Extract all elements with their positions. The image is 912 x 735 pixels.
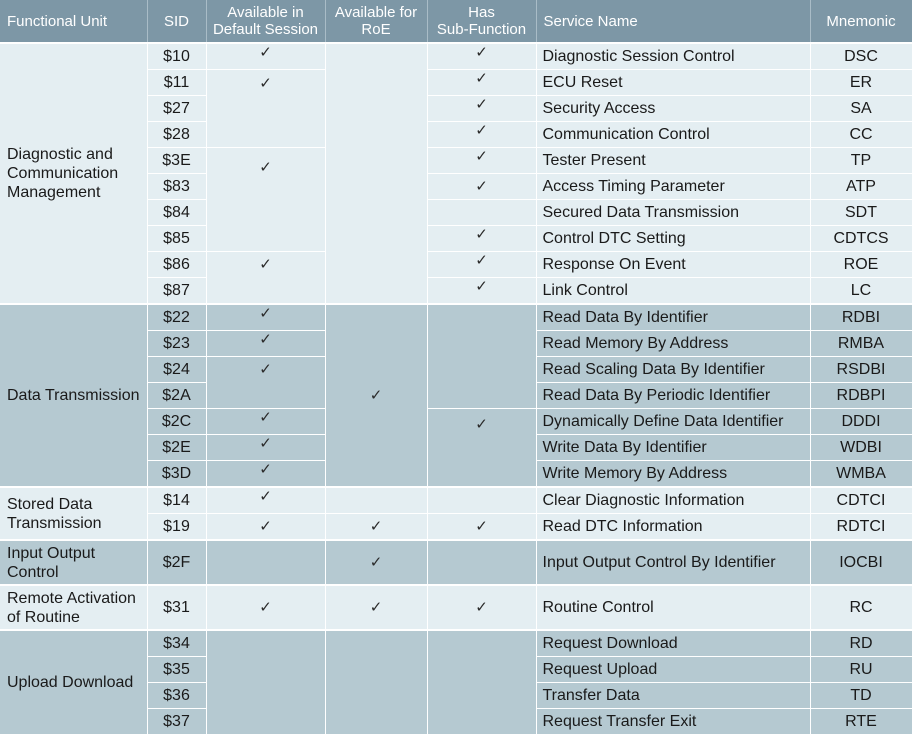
check-mark-icon: ✓ bbox=[259, 518, 272, 535]
mnemonic-cell: WMBA bbox=[810, 461, 912, 488]
check-mark-icon: ✓ bbox=[369, 387, 383, 404]
sub-function-cell bbox=[427, 409, 536, 488]
check-mark-icon: ✓ bbox=[475, 44, 488, 61]
sid-cell: $3D bbox=[147, 461, 206, 488]
sid-cell: $2C bbox=[147, 409, 206, 435]
sid-cell: $83 bbox=[147, 174, 206, 200]
roe-cell bbox=[325, 514, 427, 541]
header-roe bbox=[325, 0, 427, 43]
mnemonic-cell: RSDBI bbox=[810, 357, 912, 383]
sid-cell: $31 bbox=[147, 585, 206, 630]
sid-cell: $85 bbox=[147, 226, 206, 252]
check-mark-icon: ✓ bbox=[369, 599, 383, 616]
service-name-cell: ECU Reset bbox=[536, 70, 810, 96]
check-mark-icon: ✓ bbox=[475, 599, 488, 616]
mnemonic-cell: CDTCS bbox=[810, 226, 912, 252]
check-mark-icon: ✓ bbox=[475, 416, 488, 433]
table-row bbox=[0, 487, 912, 514]
sid-cell: $2E bbox=[147, 435, 206, 461]
sid-cell: $10 bbox=[147, 43, 206, 70]
service-name-cell: Clear Diagnostic Information bbox=[536, 487, 810, 514]
service-name-cell: Diagnostic Session Control bbox=[536, 43, 810, 70]
sid-cell: $3E bbox=[147, 148, 206, 174]
mnemonic-cell: RU bbox=[810, 657, 912, 683]
table-row bbox=[0, 630, 912, 657]
check-mark-icon: ✓ bbox=[475, 178, 488, 195]
mnemonic-cell: RTE bbox=[810, 709, 912, 735]
header-sid: SID bbox=[147, 0, 206, 43]
check-mark-icon: ✓ bbox=[475, 518, 488, 535]
service-name-cell: Dynamically Define Data Identifier bbox=[536, 409, 810, 435]
sub-function-cell bbox=[427, 487, 536, 514]
mnemonic-cell: RDBI bbox=[810, 304, 912, 331]
mnemonic-cell: DDDI bbox=[810, 409, 912, 435]
check-mark-icon: ✓ bbox=[259, 44, 272, 61]
roe-cell bbox=[325, 304, 427, 487]
service-name-cell: Communication Control bbox=[536, 122, 810, 148]
table-row bbox=[0, 585, 912, 630]
sub-function-cell bbox=[427, 122, 536, 148]
mnemonic-cell: CDTCI bbox=[810, 487, 912, 514]
default-session-cell bbox=[206, 540, 325, 585]
service-name-cell: Transfer Data bbox=[536, 683, 810, 709]
mnemonic-cell: SDT bbox=[810, 200, 912, 226]
sub-function-cell bbox=[427, 200, 536, 226]
table-row bbox=[0, 304, 912, 331]
check-mark-icon: ✓ bbox=[475, 278, 488, 295]
default-session-cell bbox=[206, 70, 325, 148]
mnemonic-cell: TD bbox=[810, 683, 912, 709]
mnemonic-cell: ER bbox=[810, 70, 912, 96]
sub-function-cell bbox=[427, 514, 536, 541]
default-session-cell bbox=[206, 148, 325, 252]
default-session-cell bbox=[206, 435, 325, 461]
functional-unit-cell: Data Transmission bbox=[0, 304, 147, 487]
sub-function-cell bbox=[427, 70, 536, 96]
functional-unit-cell: Stored Data Transmission bbox=[0, 487, 147, 540]
sub-function-cell bbox=[427, 43, 536, 70]
sub-function-cell bbox=[427, 585, 536, 630]
service-name-cell: Request Download bbox=[536, 630, 810, 657]
default-session-cell bbox=[206, 43, 325, 70]
sid-cell: $87 bbox=[147, 278, 206, 305]
header-mnemonic: Mnemonic bbox=[810, 0, 912, 43]
service-name-cell: Control DTC Setting bbox=[536, 226, 810, 252]
sub-function-cell bbox=[427, 304, 536, 409]
check-mark-icon: ✓ bbox=[259, 361, 272, 378]
mnemonic-cell: WDBI bbox=[810, 435, 912, 461]
service-name-cell: Response On Event bbox=[536, 252, 810, 278]
check-mark-icon: ✓ bbox=[475, 252, 488, 269]
service-name-cell: Link Control bbox=[536, 278, 810, 305]
roe-cell bbox=[325, 585, 427, 630]
check-mark-icon: ✓ bbox=[475, 226, 488, 243]
default-session-cell bbox=[206, 304, 325, 331]
header-sub-function-line2: Sub-Function bbox=[436, 21, 527, 38]
check-mark-icon: ✓ bbox=[369, 518, 383, 535]
check-mark-icon: ✓ bbox=[259, 435, 272, 452]
roe-cell bbox=[325, 540, 427, 585]
service-name-cell: Read Data By Periodic Identifier bbox=[536, 383, 810, 409]
mnemonic-cell: RD bbox=[810, 630, 912, 657]
table-row bbox=[0, 540, 912, 585]
header-functional-unit: Functional Unit bbox=[0, 0, 147, 43]
default-session-cell bbox=[206, 461, 325, 488]
mnemonic-cell: RMBA bbox=[810, 331, 912, 357]
service-name-cell: Read DTC Information bbox=[536, 514, 810, 541]
service-name-cell: Request Upload bbox=[536, 657, 810, 683]
header-default-session-line2: Default Session bbox=[212, 21, 319, 38]
roe-cell bbox=[325, 487, 427, 514]
sub-function-cell bbox=[427, 96, 536, 122]
service-name-cell: Read Memory By Address bbox=[536, 331, 810, 357]
service-name-cell: Security Access bbox=[536, 96, 810, 122]
check-mark-icon: ✓ bbox=[369, 554, 383, 571]
sid-cell: $2A bbox=[147, 383, 206, 409]
sid-cell: $84 bbox=[147, 200, 206, 226]
functional-unit-cell: Input Output Control bbox=[0, 540, 147, 585]
sid-cell: $28 bbox=[147, 122, 206, 148]
mnemonic-cell: DSC bbox=[810, 43, 912, 70]
check-mark-icon: ✓ bbox=[259, 256, 272, 273]
service-name-cell: Read Scaling Data By Identifier bbox=[536, 357, 810, 383]
header-default-session-line1: Available in bbox=[227, 4, 304, 21]
header-roe-line1: Available for bbox=[334, 4, 418, 21]
sid-cell: $19 bbox=[147, 514, 206, 541]
sub-function-cell bbox=[427, 630, 536, 735]
header-roe-line2: RoE bbox=[361, 21, 391, 38]
default-session-cell bbox=[206, 630, 325, 735]
default-session-cell bbox=[206, 487, 325, 514]
service-name-cell: Write Memory By Address bbox=[536, 461, 810, 488]
sid-cell: $23 bbox=[147, 331, 206, 357]
sid-cell: $24 bbox=[147, 357, 206, 383]
check-mark-icon: ✓ bbox=[475, 70, 488, 87]
check-mark-icon: ✓ bbox=[259, 488, 272, 505]
header-service-name: Service Name bbox=[536, 0, 810, 43]
check-mark-icon: ✓ bbox=[475, 96, 488, 113]
sid-cell: $86 bbox=[147, 252, 206, 278]
header-default-session bbox=[206, 0, 325, 43]
service-name-cell: Routine Control bbox=[536, 585, 810, 630]
default-session-cell bbox=[206, 514, 325, 541]
mnemonic-cell: RDBPI bbox=[810, 383, 912, 409]
sub-function-cell bbox=[427, 148, 536, 174]
check-mark-icon: ✓ bbox=[259, 75, 272, 92]
service-name-cell: Write Data By Identifier bbox=[536, 435, 810, 461]
check-mark-icon: ✓ bbox=[475, 148, 488, 165]
sub-function-cell bbox=[427, 226, 536, 252]
check-mark-icon: ✓ bbox=[259, 599, 272, 616]
sid-cell: $27 bbox=[147, 96, 206, 122]
roe-cell bbox=[325, 630, 427, 735]
sid-cell: $22 bbox=[147, 304, 206, 331]
functional-unit-cell: Remote Activation of Routine bbox=[0, 585, 147, 630]
default-session-cell bbox=[206, 409, 325, 435]
mnemonic-cell: ROE bbox=[810, 252, 912, 278]
default-session-cell bbox=[206, 331, 325, 357]
mnemonic-cell: RDTCI bbox=[810, 514, 912, 541]
sid-cell: $35 bbox=[147, 657, 206, 683]
check-mark-icon: ✓ bbox=[475, 122, 488, 139]
check-mark-icon: ✓ bbox=[259, 159, 272, 176]
service-name-cell: Input Output Control By Identifier bbox=[536, 540, 810, 585]
check-mark-icon: ✓ bbox=[259, 331, 272, 348]
check-mark-icon: ✓ bbox=[259, 409, 272, 426]
functional-unit-cell: Upload Download bbox=[0, 630, 147, 735]
sid-cell: $37 bbox=[147, 709, 206, 735]
mnemonic-cell: RC bbox=[810, 585, 912, 630]
sid-cell: $2F bbox=[147, 540, 206, 585]
mnemonic-cell: LC bbox=[810, 278, 912, 305]
sid-cell: $34 bbox=[147, 630, 206, 657]
sub-function-cell bbox=[427, 278, 536, 305]
mnemonic-cell: TP bbox=[810, 148, 912, 174]
service-name-cell: Tester Present bbox=[536, 148, 810, 174]
header-row bbox=[0, 0, 912, 43]
service-name-cell: Secured Data Transmission bbox=[536, 200, 810, 226]
sid-cell: $11 bbox=[147, 70, 206, 96]
functional-unit-cell: Diagnostic and Communication Management bbox=[0, 43, 147, 304]
service-name-cell: Request Transfer Exit bbox=[536, 709, 810, 735]
mnemonic-cell: CC bbox=[810, 122, 912, 148]
roe-cell bbox=[325, 43, 427, 304]
service-name-cell: Access Timing Parameter bbox=[536, 174, 810, 200]
sub-function-cell bbox=[427, 174, 536, 200]
mnemonic-cell: SA bbox=[810, 96, 912, 122]
mnemonic-cell: IOCBI bbox=[810, 540, 912, 585]
check-mark-icon: ✓ bbox=[259, 305, 272, 322]
sub-function-cell bbox=[427, 540, 536, 585]
default-session-cell bbox=[206, 252, 325, 305]
mnemonic-cell: ATP bbox=[810, 174, 912, 200]
check-mark-icon: ✓ bbox=[259, 461, 272, 478]
header-sub-function bbox=[427, 0, 536, 43]
default-session-cell bbox=[206, 585, 325, 630]
sub-function-cell bbox=[427, 252, 536, 278]
default-session-cell bbox=[206, 357, 325, 409]
header-sub-function-line1: Has bbox=[468, 4, 495, 21]
sid-cell: $14 bbox=[147, 487, 206, 514]
sid-cell: $36 bbox=[147, 683, 206, 709]
service-name-cell: Read Data By Identifier bbox=[536, 304, 810, 331]
table-row bbox=[0, 43, 912, 70]
